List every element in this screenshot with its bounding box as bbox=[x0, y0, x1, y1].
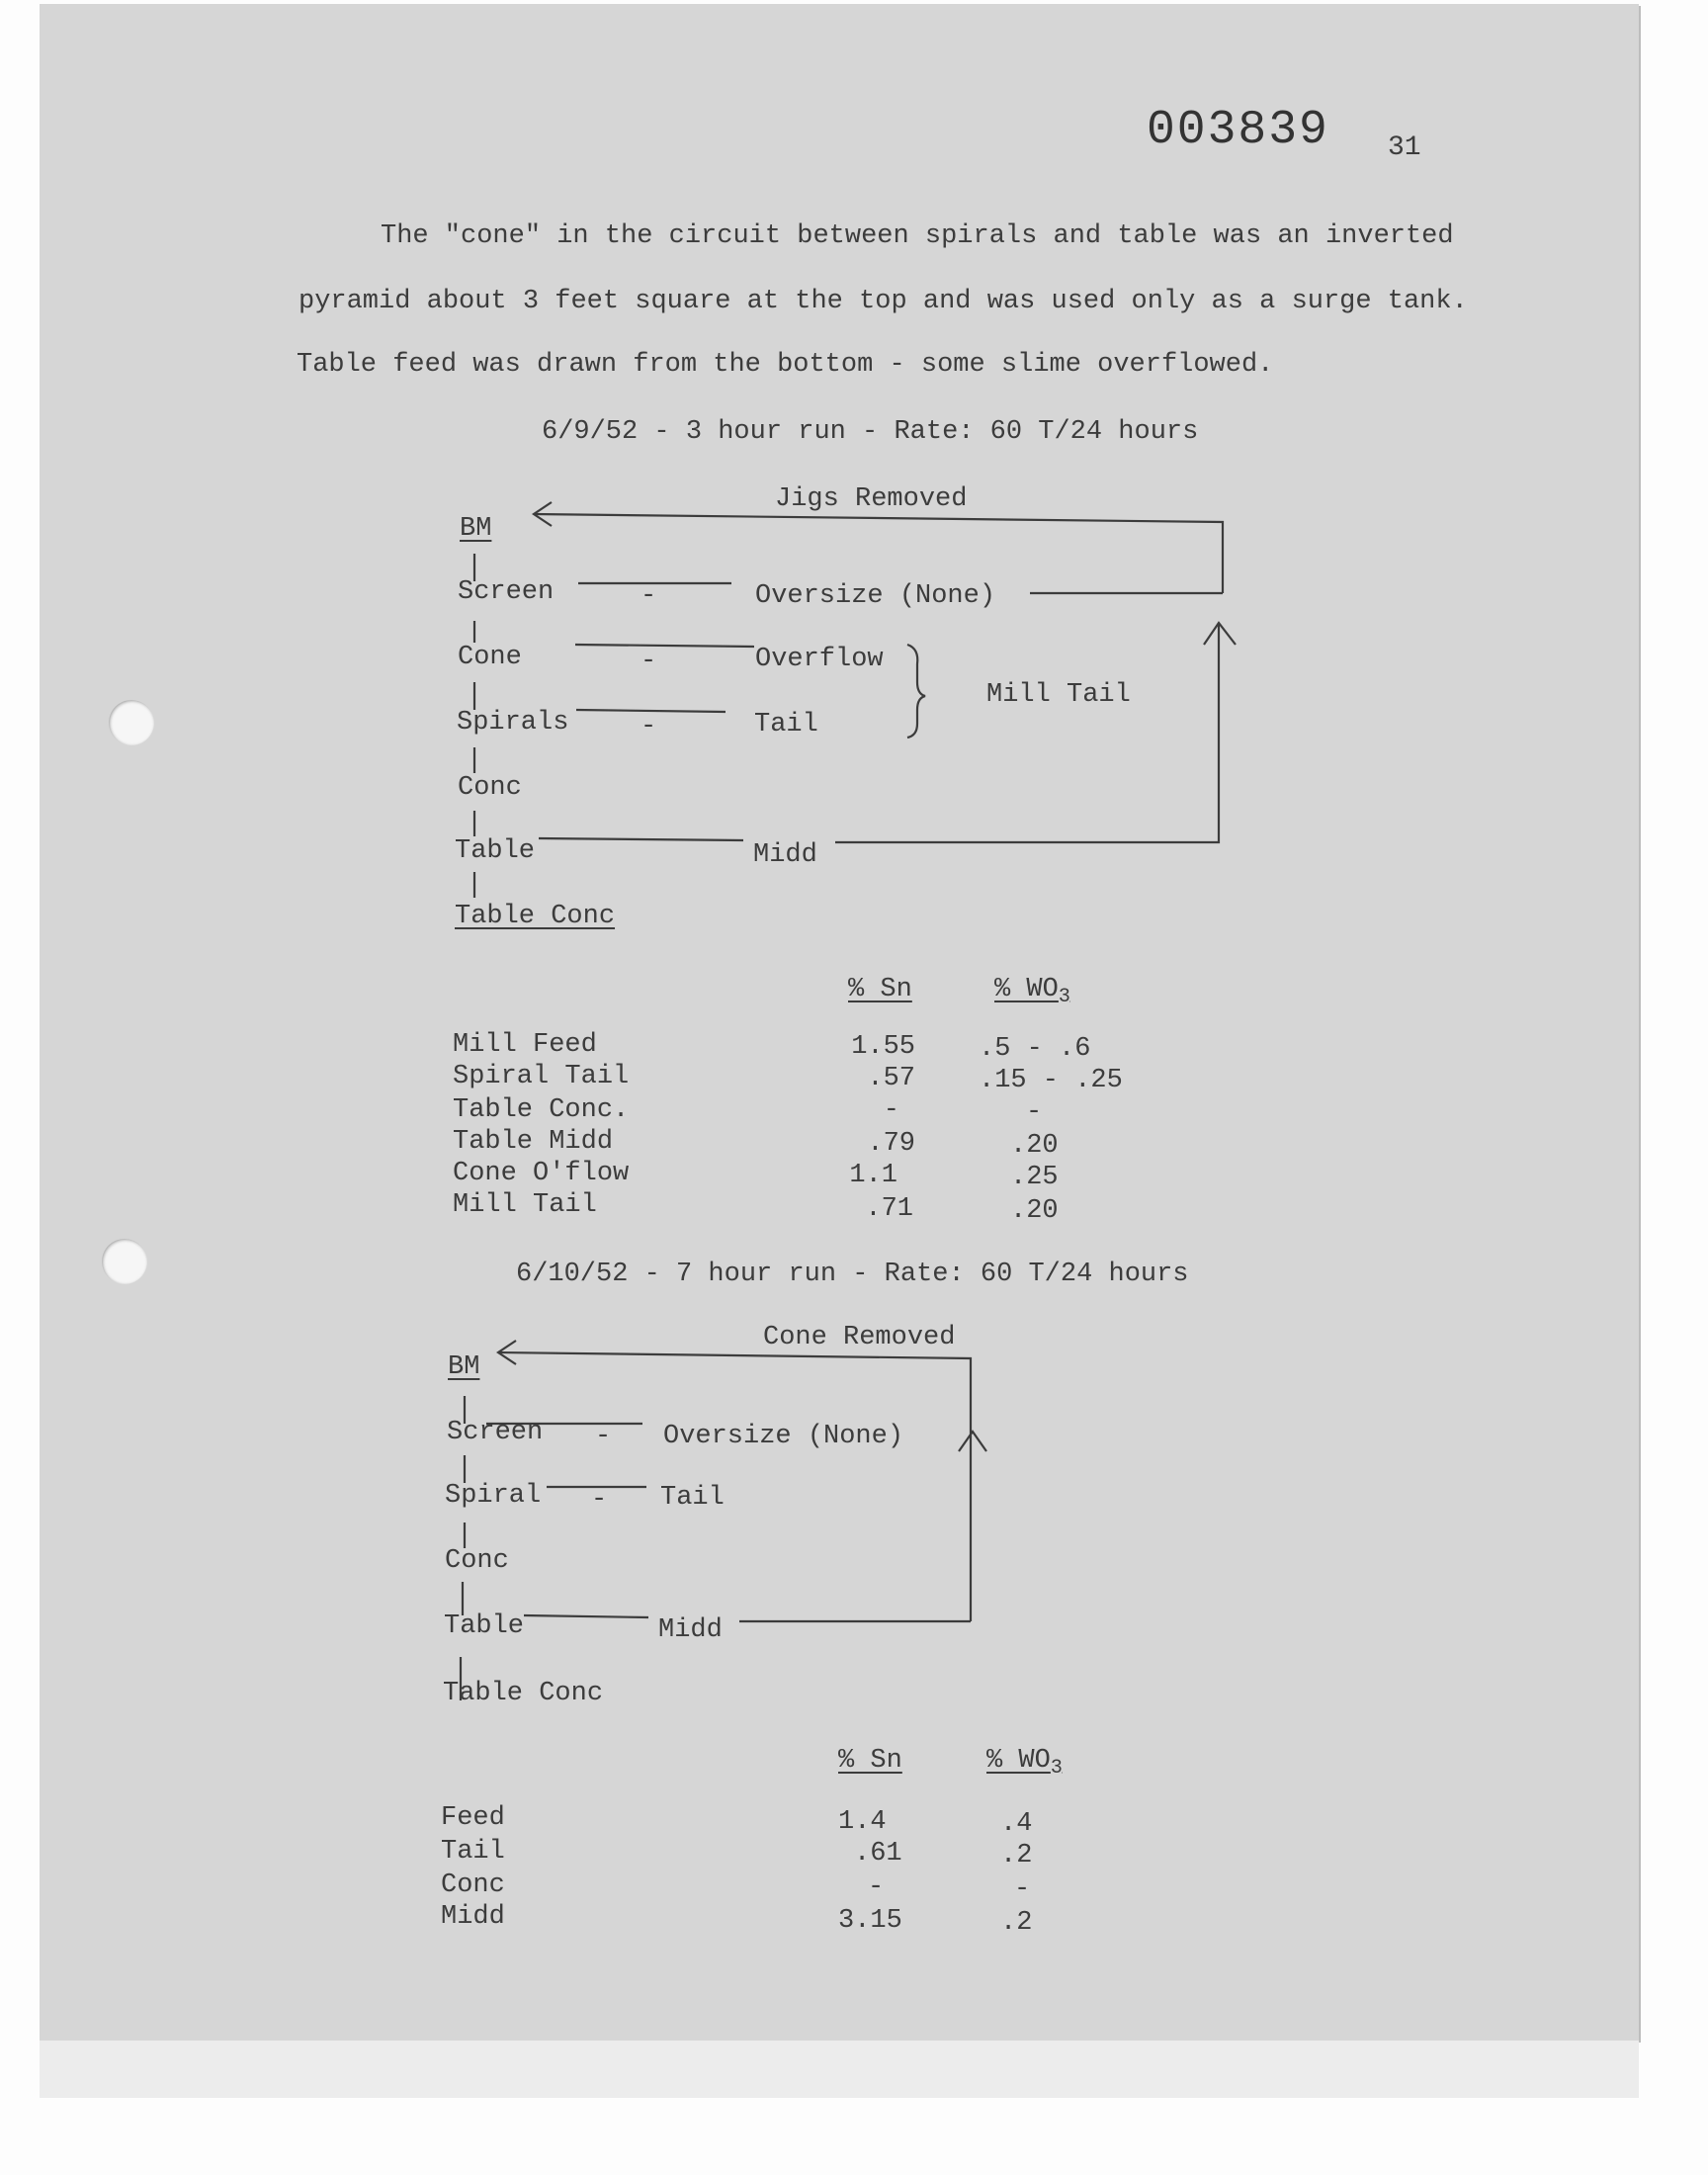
run1-node-table-conc: Table Conc bbox=[455, 902, 616, 931]
run1-row-name: Mill Feed bbox=[453, 1030, 597, 1060]
run1-node-conc: Conc bbox=[458, 773, 522, 803]
run1-row-name: Cone O'flow bbox=[453, 1159, 630, 1188]
run2-branch-tail: Tail bbox=[660, 1483, 725, 1513]
run1-node-spirals: Spirals bbox=[457, 708, 569, 738]
run1-node-bm: BM bbox=[460, 514, 492, 544]
run2-col-wo3: % $WO_3$ bbox=[986, 1746, 1063, 1780]
run2-row-sn: 1.4 bbox=[838, 1807, 887, 1837]
run2-dash-spiral: - bbox=[591, 1485, 608, 1515]
run1-node-cone: Cone bbox=[458, 643, 522, 672]
run1-title: 6/9/52 - 3 hour run - Rate: 60 T/24 hours bbox=[542, 417, 1199, 447]
run1-return-label: Jigs Removed bbox=[775, 484, 968, 514]
run1-cone-line bbox=[575, 645, 754, 647]
run1-node-table: Table bbox=[455, 836, 536, 866]
run1-branch-overflow: Overflow bbox=[755, 645, 884, 674]
run2-row-sn: .61 bbox=[854, 1839, 902, 1869]
run1-branch-midd: Midd bbox=[753, 840, 817, 870]
run1-dash-cone: - bbox=[640, 647, 657, 676]
run1-row-wo3: .25 bbox=[1010, 1163, 1059, 1192]
run2-node-conc: Conc bbox=[445, 1546, 509, 1576]
stamp-number: 003839 bbox=[1147, 104, 1329, 157]
run2-return-label: Cone Removed bbox=[763, 1323, 956, 1352]
run2-table-line bbox=[524, 1615, 648, 1617]
run1-row-name: Table Midd bbox=[453, 1127, 614, 1157]
run1-row-sn: .57 bbox=[867, 1064, 915, 1093]
run2-node-screen: Screen bbox=[447, 1418, 544, 1447]
run2-node-spiral: Spiral bbox=[445, 1481, 542, 1511]
run2-row-sn: 3.15 bbox=[838, 1906, 902, 1936]
run1-dash-screen: - bbox=[640, 581, 657, 611]
run1-row-name: Mill Tail bbox=[453, 1190, 597, 1220]
page-number: 31 bbox=[1388, 132, 1421, 163]
run2-row-wo3: .2 bbox=[1000, 1908, 1033, 1938]
run1-row-wo3: .20 bbox=[1010, 1196, 1059, 1226]
run1-row-wo3: .15 - .25 bbox=[979, 1066, 1123, 1095]
run1-row-sn: - bbox=[883, 1095, 899, 1125]
run1-row-sn: 1.1 bbox=[849, 1161, 897, 1190]
run1-row-wo3: .5 - .6 bbox=[979, 1034, 1091, 1064]
run2-dash-screen: - bbox=[595, 1422, 612, 1451]
run1-branch-tail: Tail bbox=[754, 710, 818, 740]
run1-midd-loop bbox=[539, 838, 743, 840]
run1-col-wo3: % $WO_3$ bbox=[994, 975, 1070, 1008]
run1-row-sn: .79 bbox=[867, 1129, 915, 1159]
run1-dash-spirals: - bbox=[640, 712, 657, 741]
run1-mill-tail-label: Mill Tail bbox=[986, 680, 1131, 710]
run2-arrowhead-up bbox=[959, 1432, 986, 1451]
run2-node-table-conc: Table Conc bbox=[443, 1679, 604, 1708]
paragraph-line-1: The "cone" in the circuit between spirals and table was an inverted bbox=[381, 221, 1454, 251]
run2-row-name: Tail bbox=[441, 1837, 505, 1867]
run2-row-name: Conc bbox=[441, 1870, 505, 1900]
run1-row-sn: .71 bbox=[865, 1194, 913, 1224]
paragraph-line-3: Table feed was drawn from the bottom - some slime overflowed. bbox=[297, 350, 1274, 380]
run1-midd-return bbox=[835, 625, 1219, 842]
run1-branch-oversize: Oversize (None) bbox=[755, 581, 996, 611]
run1-row-wo3: .20 bbox=[1010, 1131, 1059, 1161]
run2-title: 6/10/52 - 7 hour run - Rate: 60 T/24 hours bbox=[516, 1260, 1189, 1289]
run2-branch-midd: Midd bbox=[658, 1615, 723, 1645]
run2-row-sn: - bbox=[868, 1872, 885, 1902]
run1-brace bbox=[907, 645, 925, 738]
run1-row-wo3: - bbox=[1026, 1097, 1043, 1127]
run2-col-sn: % Sn bbox=[838, 1746, 902, 1776]
run2-row-name: Feed bbox=[441, 1803, 505, 1833]
run1-node-screen: Screen bbox=[458, 577, 555, 607]
run1-row-sn: 1.55 bbox=[851, 1032, 915, 1062]
paragraph-line-2: pyramid about 3 feet square at the top and was used only as a surge tank. bbox=[299, 287, 1468, 316]
run2-row-wo3: - bbox=[1014, 1874, 1031, 1904]
run1-col-sn: % Sn bbox=[848, 975, 912, 1004]
run1-row-name: Table Conc. bbox=[453, 1095, 630, 1125]
run2-node-table: Table bbox=[444, 1611, 525, 1641]
run2-node-bm: BM bbox=[448, 1352, 480, 1382]
run2-row-wo3: .2 bbox=[1000, 1841, 1033, 1870]
run2-row-name: Midd bbox=[441, 1902, 505, 1932]
run2-row-wo3: .4 bbox=[1000, 1809, 1033, 1839]
run2-branch-oversize: Oversize (None) bbox=[663, 1422, 904, 1451]
run1-row-name: Spiral Tail bbox=[453, 1062, 630, 1091]
